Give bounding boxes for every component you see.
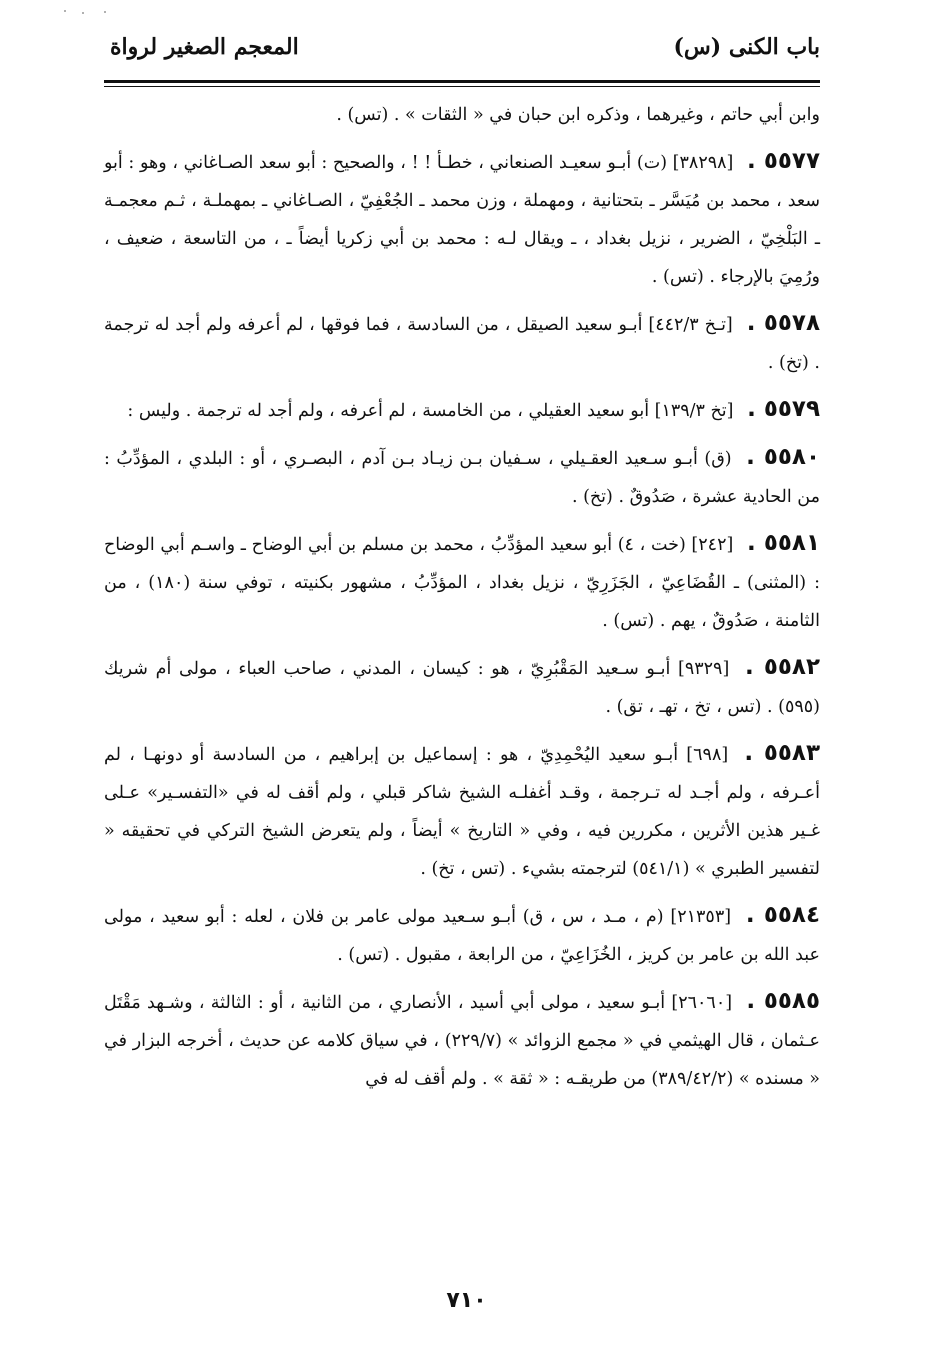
entry-number: ٥٥٧٧ . bbox=[747, 148, 820, 174]
scan-speck bbox=[82, 12, 84, 14]
scan-speck bbox=[64, 10, 66, 12]
entry-5579 bbox=[104, 390, 820, 430]
entry-number: ٥٥٨١ . bbox=[746, 530, 820, 556]
chapter-title: باب الكنى (س) bbox=[673, 34, 820, 60]
entry-text: [تـخ ٤٤٢/٣] أبـو سعيد الصيقل ، من السادسة ، فما فوقها ، لم أعرفه ولم أجد له ترجمة . (تخ) . bbox=[104, 315, 820, 373]
entry-text: [٩٣٢٩] أبـو سـعيد المَقْبُرِيّ ، هو : كيسان ، المدني ، صاحب العباء ، مولى أم شريك (٥٩٥) . (تس ، تخ ، تهـ ، تق) . bbox=[104, 659, 820, 717]
entry-5582 bbox=[104, 648, 820, 726]
page-number: ٧١٠ bbox=[446, 1288, 487, 1313]
entry-number: ٥٥٨٣ . bbox=[744, 740, 820, 766]
entry-text: [٢١٣٥٣] (م ، مـد ، س ، ق) أبـو سـعيد مولى عامر بن فلان ، لعله : أبو سعيد ، مولى عبد الله بن عامر بن كريز ، الخُزَاعِيّ ، من الرابعة ، مقبول . (تس) . bbox=[104, 907, 820, 965]
body-text bbox=[104, 96, 820, 1098]
header-rule-thick bbox=[104, 80, 820, 83]
entry-5581 bbox=[104, 524, 820, 640]
book-title: المعجم الصغير لرواة bbox=[110, 34, 299, 60]
paragraph-text: وابن أبي حاتم ، وغيرهما ، وذكره ابن حبان في « الثقات » . (تس) . bbox=[336, 105, 820, 125]
entry-text: [٢٦٠٦٠] أبـو سعيد ، مولى أبي أسيد ، الأنصاري ، من الثانية ، أو : الثالثة ، وشـهد مَقْتَل عـثمان ، قال الهيثمي في « مجمع الزوائد » (٢٢٩/٧) ، في سياق كلامه عن حديث ، أخرجه البزار في « مسنده » (٣٨٩/٤٢/٢) من طريقـه : « ثقة » . ولم أقف له في bbox=[104, 993, 820, 1089]
entry-number: ٥٥٨٥ . bbox=[746, 988, 820, 1014]
paragraph-continuation bbox=[104, 96, 820, 134]
entry-5583 bbox=[104, 734, 820, 888]
entry-number: ٥٥٨٢ . bbox=[744, 654, 820, 680]
entry-number: ٥٥٨٠ . bbox=[746, 444, 820, 470]
entry-text: [٦٩٨] أبـو سعيد اليُحْمِدِيّ ، هو : إسماعيل بن إبراهيم ، من السادسة أو دونهـا ، لم أعـرفه ، ولم أجـد له تـرجمة ، وقـد أغفلـه الشيخ شاكر قبلي ، ولم أقف له في «التفسـير» عـلى غـير هذين الأثرين ، مكررين فيه ، وفي « التاريخ » أيضاً ، ولم يتعرض الشيخ التركي في تحقيقه « لتفسير الطبري » (٥٤١/١) لترجمته بشيء . (تس ، تخ) . bbox=[104, 745, 820, 879]
entry-text: [٢٤٢] (خت ، ٤) أبو سعيد المؤدِّبُ ، محمد بن مسلم بن أبي الوضاح ـ واسـم أبي الوضاح : (المثنى) ـ القُضَاعِيّ ، الجَزَرِيّ ، نزيل بغداد ، المؤدِّبُ ، مشهور بكنيته ، توفي سنة (١٨٠) ، من الثامنة ، صَدُوقٌ ، يهم . (تس) . bbox=[104, 535, 820, 631]
entry-number: ٥٥٧٨ . bbox=[746, 310, 820, 336]
entry-5585 bbox=[104, 982, 820, 1098]
entry-5578 bbox=[104, 304, 820, 382]
entry-text: (ق) أبـو سـعيد العقـيلي ، سـفيان بـن زيـاد بـن آدم ، البصـري ، أو : البلدي ، المؤدِّبُ : من الحادية عشرة ، صَدُوقٌ . (تخ) . bbox=[104, 449, 820, 507]
header-rule-thin bbox=[104, 86, 820, 87]
entry-number: ٥٥٧٩ . bbox=[747, 396, 820, 422]
entry-text: [تخ ١٣٩/٣] أبو سعيد العقيلي ، من الخامسة ، لم أعرفه ، ولم أجد له ترجمة . وليس : bbox=[127, 401, 734, 421]
entry-text: [٣٨٢٩٨] (ت) أبـو سعيـد الصنعاني ، خطـأ ! ! ، والصحيح : أبو سعد الصـاغاني ، وهو : أبو سعد ، محمد بن مُيَسَّر ـ بتحتانية ، ومهملة ، وزن محمد ـ الجُعْفِيّ ، الصـاغاني ـ بمهملـة ، ثـم معجمـة ـ البَلْخِيّ ، الضرير ، نزيل بغداد ، ـ ويقال لـه : محمد بن أبي زكريا أيضاً ـ ، من التاسعة ، ضعيف ، ورُمِيَ بالإرجاء . (تس) . bbox=[104, 153, 820, 287]
scan-speck bbox=[104, 11, 106, 13]
entry-number: ٥٥٨٤ . bbox=[745, 902, 820, 928]
entry-5580 bbox=[104, 438, 820, 516]
running-header bbox=[104, 34, 820, 78]
entry-5577 bbox=[104, 142, 820, 296]
entry-5584 bbox=[104, 896, 820, 974]
